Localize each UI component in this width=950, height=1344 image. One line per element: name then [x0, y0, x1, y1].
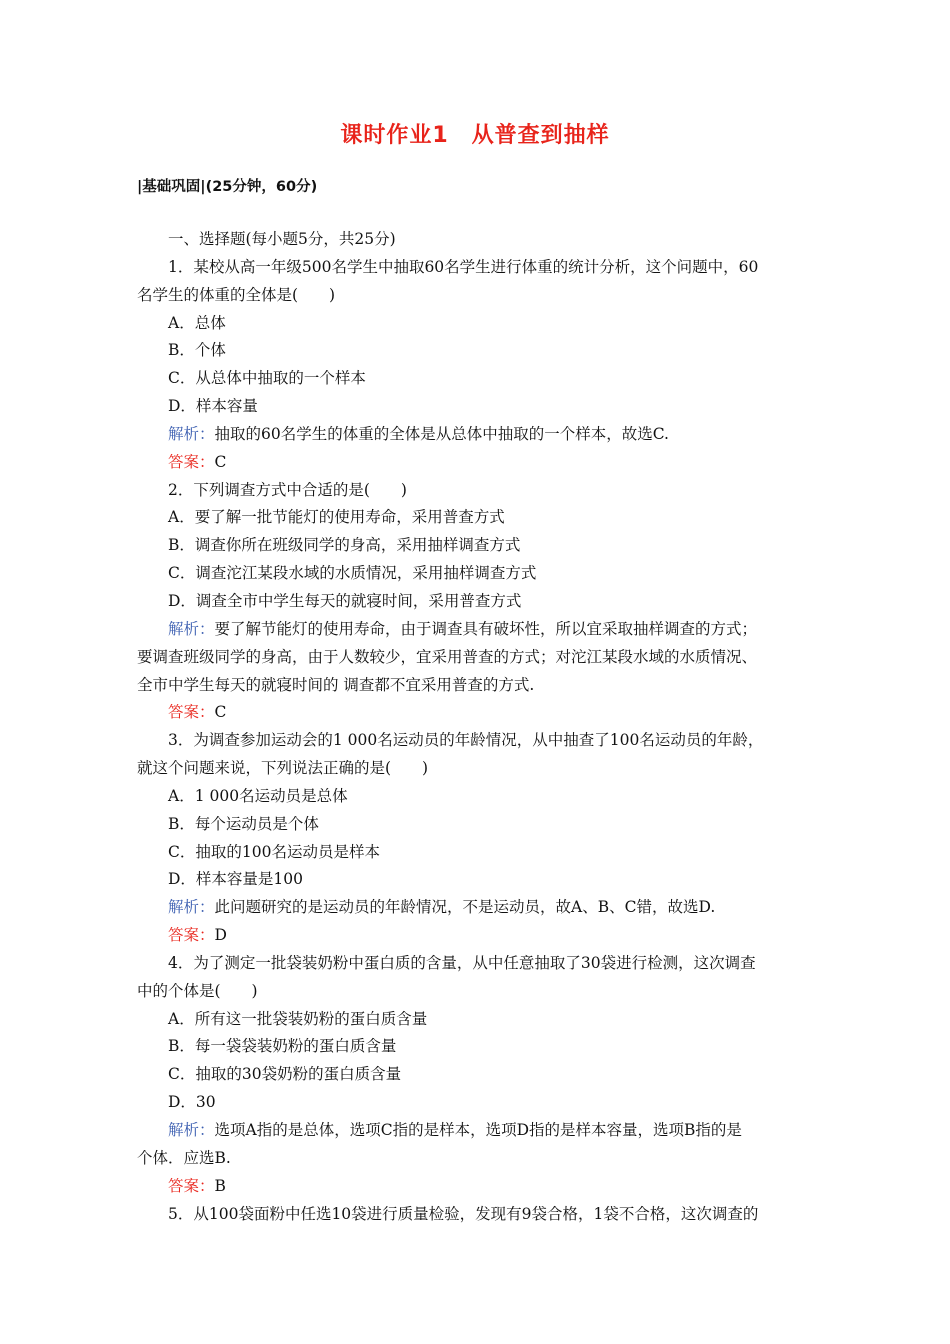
answer-label: 答案： [168, 1176, 215, 1195]
analysis-label: 解析： [168, 619, 215, 638]
answer-line [137, 699, 815, 727]
line-text: B [214, 1176, 226, 1195]
text-line: A．1 000名运动员是总体 [168, 786, 348, 805]
text-line: 全市中学生每天的就寝时间的 调查都不宜采用普查的方式. [137, 675, 535, 694]
text-line: 名学生的体重的全体是( ) [137, 285, 336, 304]
line-text: 要了解节能灯的使用寿命，由于调查具有破坏性，所以宜采取抽样调查的方式； [214, 619, 758, 638]
text-line: D．样本容量 [168, 397, 258, 416]
answer-label: 答案： [168, 452, 215, 471]
text-line: D．30 [168, 1093, 216, 1112]
text-line: 1．某校从高一年级500名学生中抽取60名学生进行体重的统计分析，这个问题中，60 [168, 257, 759, 276]
analysis-label: 解析： [168, 898, 215, 917]
text-line: C．从总体中抽取的一个样本 [168, 369, 366, 388]
section-heading: |基础巩固|(25分钟，60分) [137, 179, 318, 195]
page-title: 课时作业1 从普查到抽样 [340, 123, 610, 148]
text-line: 要调查班级同学的身高，由于人数较少，宜采用普查的方式；对沱江某段水域的水质情况、 [137, 647, 758, 666]
text-line: D．调查全市中学生每天的就寝时间，采用普查方式 [168, 591, 522, 610]
answer-line [137, 449, 815, 477]
analysis-line [137, 1117, 815, 1145]
answer-line [137, 1173, 815, 1201]
text-line: 个体．应选B. [137, 1148, 231, 1167]
text-line: D．样本容量是100 [168, 870, 304, 889]
text-line: 3．为调查参加运动会的1 000名运动员的年龄情况，从中抽查了100名运动员的年龄， [168, 731, 764, 750]
text-line: B．每一袋袋装奶粉的蛋白质含量 [168, 1037, 397, 1056]
answer-label: 答案： [168, 703, 215, 722]
line-text: C [214, 703, 227, 722]
text-line: B．调查你所在班级同学的身高，采用抽样调查方式 [168, 536, 521, 555]
text-line: C．抽取的100名运动员是样本 [168, 842, 380, 861]
text-line: C．抽取的30袋奶粉的蛋白质含量 [168, 1065, 402, 1084]
analysis-line [137, 616, 815, 644]
document-body [137, 226, 815, 1228]
line-text: D [214, 926, 227, 945]
text-line: 2．下列调查方式中合适的是( ) [168, 480, 407, 499]
analysis-line [137, 894, 815, 922]
line-text: 抽取的60名学生的体重的全体是从总体中抽取的一个样本，故选C. [214, 424, 669, 443]
analysis-label: 解析： [168, 1121, 215, 1139]
line-text: C [214, 452, 227, 471]
text-line: A．总体 [168, 313, 226, 332]
text-line: 中的个体是( ) [137, 981, 258, 1000]
text-line: A．所有这一批袋装奶粉的蛋白质含量 [168, 1009, 428, 1028]
answer-label: 答案： [168, 926, 215, 945]
text-line: 就这个问题来说，下列说法正确的是( ) [137, 759, 429, 778]
text-line: C．调查沱江某段水域的水质情况，采用抽样调查方式 [168, 564, 537, 583]
text-line: 4．为了测定一批袋装奶粉中蛋白质的含量，从中任意抽取了30袋进行检测，这次调查 [168, 953, 756, 972]
analysis-line [137, 421, 815, 449]
line-text: 选项A指的是总体，选项C指的是样本，选项D指的是样本容量，选项B指的是 [214, 1121, 742, 1139]
text-line: 一、选择题(每小题5分，共25分) [168, 230, 396, 248]
text-line: 5．从100袋面粉中任选10袋进行质量检验，发现有9袋合格，1袋不合格，这次调查的 [168, 1204, 759, 1223]
text-line: A．要了解一批节能灯的使用寿命，采用普查方式 [168, 508, 505, 527]
answer-line [137, 922, 815, 950]
line-text: 此问题研究的是运动员的年龄情况，不是运动员，故A、B、C错，故选D. [214, 898, 716, 917]
text-line: B．每个运动员是个体 [168, 814, 319, 833]
text-line: B．个体 [168, 341, 226, 360]
analysis-label: 解析： [168, 424, 215, 443]
